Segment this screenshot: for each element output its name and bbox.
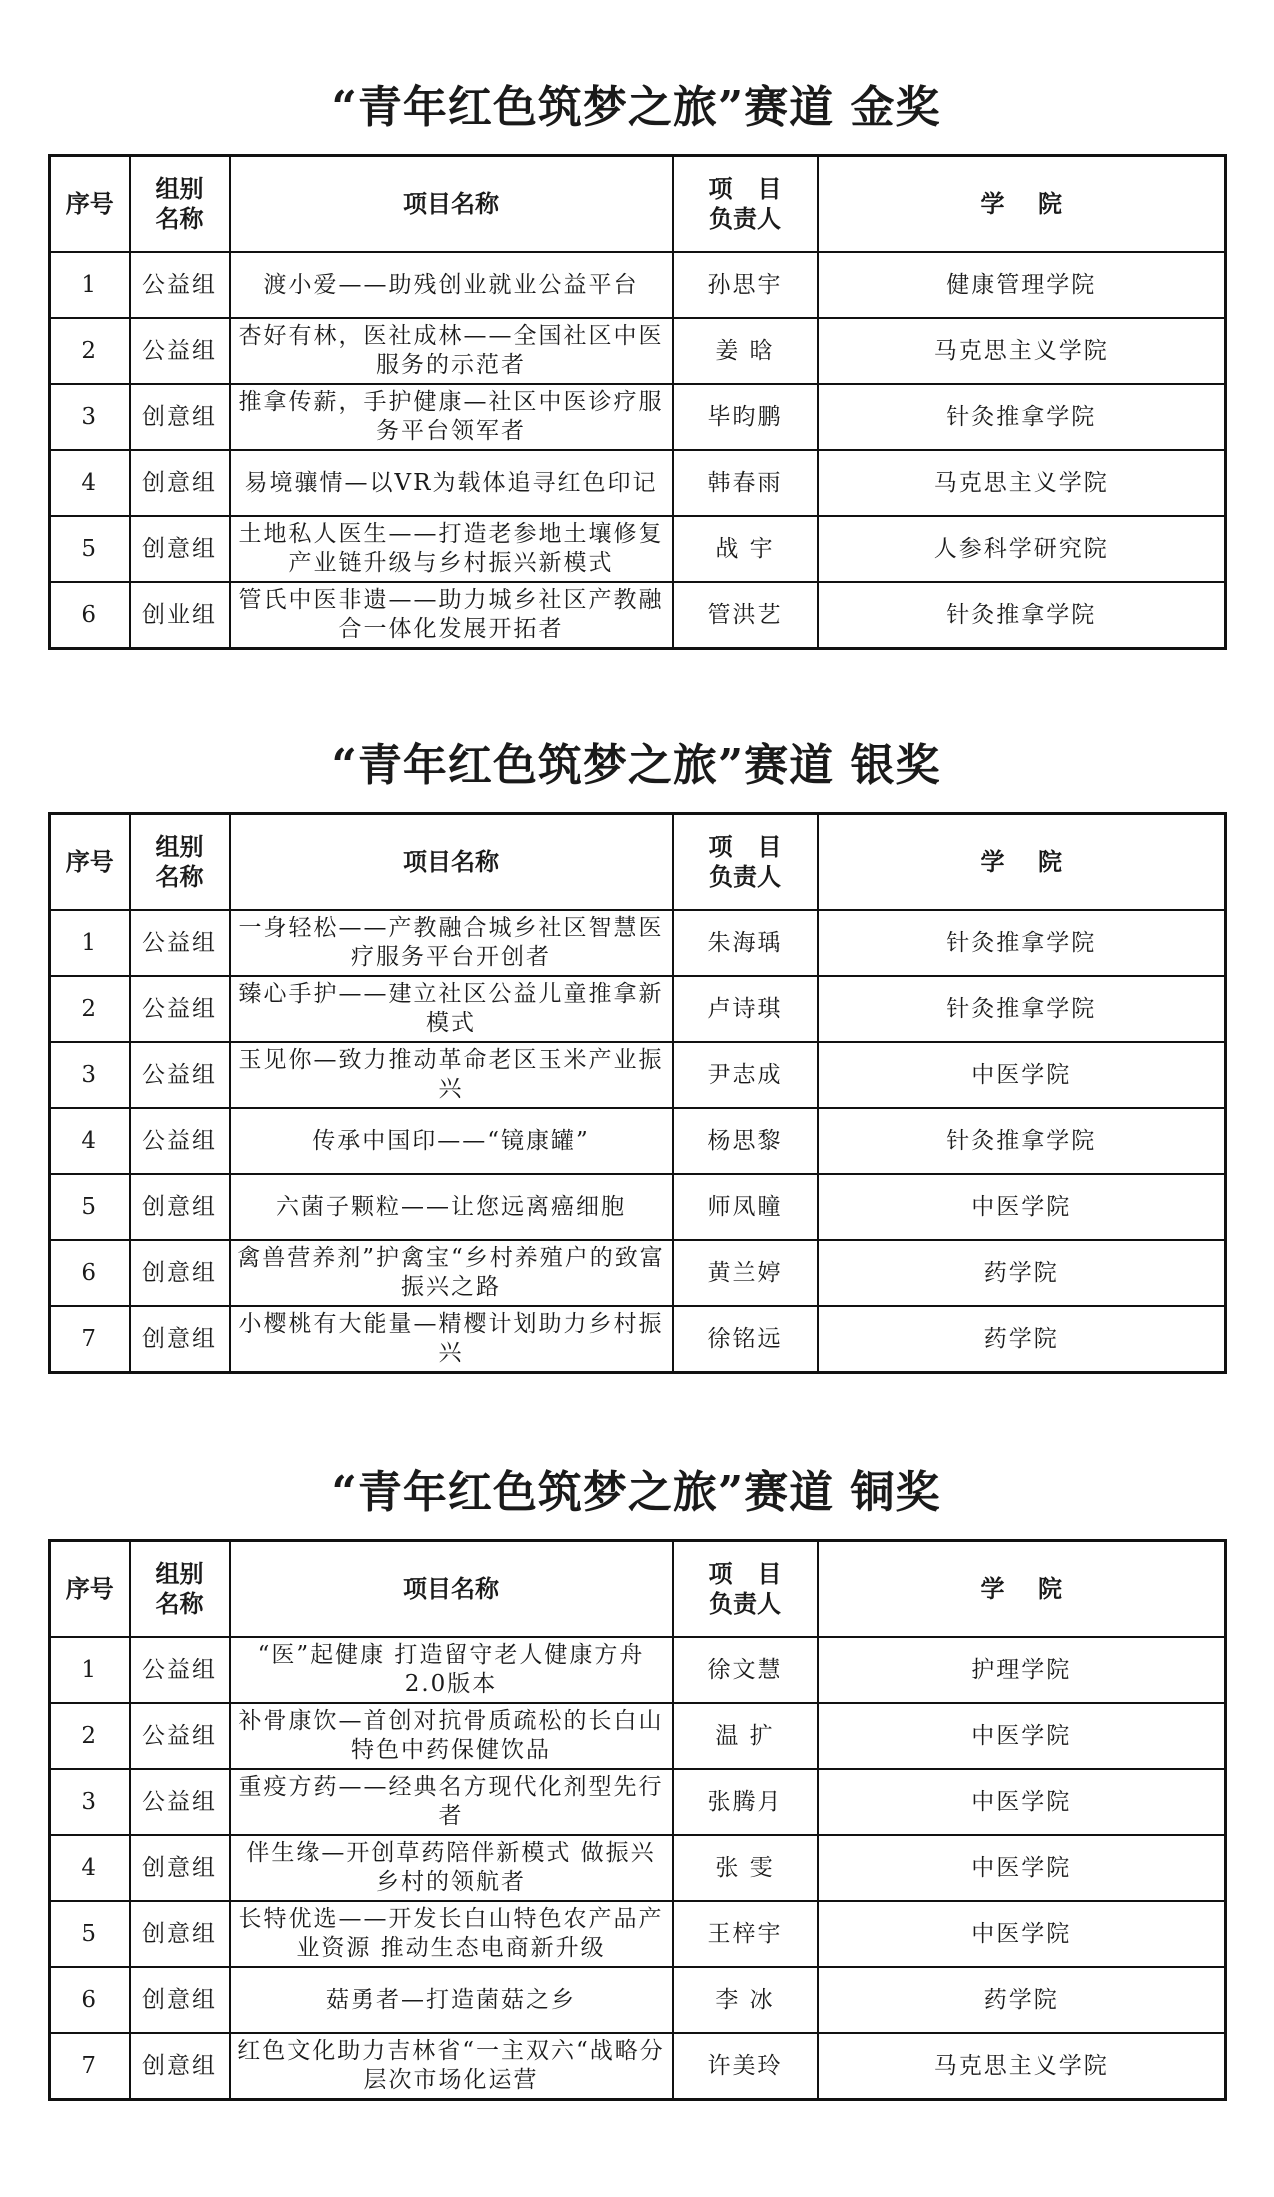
row-college: 药学院	[818, 1967, 1226, 2033]
row-leader: 卢诗琪	[673, 976, 818, 1042]
row-no: 5	[50, 1174, 130, 1240]
row-project: 补骨康饮—首创对抗骨质疏松的长白山特色中药保健饮品	[230, 1703, 673, 1769]
row-college: 健康管理学院	[818, 252, 1226, 318]
row-no: 4	[50, 1835, 130, 1901]
header-no: 序号	[50, 814, 130, 911]
row-college: 人参科学研究院	[818, 516, 1226, 582]
table-row	[50, 450, 1226, 516]
row-no: 7	[50, 2033, 130, 2100]
row-project: 禽兽营养剂”护禽宝“乡村养殖户的致富振兴之路	[230, 1240, 673, 1306]
table-row	[50, 1967, 1226, 2033]
row-leader: 战 宇	[673, 516, 818, 582]
header-group: 组别 名称	[130, 814, 230, 911]
row-leader: 张 雯	[673, 1835, 818, 1901]
table-row	[50, 1703, 1226, 1769]
row-project: 杏好有林，医社成林——全国社区中医服务的示范者	[230, 318, 673, 384]
row-leader: 徐文慧	[673, 1637, 818, 1703]
table-row	[50, 1637, 1226, 1703]
row-leader: 杨思黎	[673, 1108, 818, 1174]
row-no: 6	[50, 1967, 130, 2033]
header-row	[50, 156, 1226, 253]
row-group: 创意组	[130, 516, 230, 582]
row-no: 5	[50, 516, 130, 582]
row-college: 中医学院	[818, 1901, 1226, 1967]
header-college: 学 院	[818, 1541, 1226, 1638]
row-college: 中医学院	[818, 1703, 1226, 1769]
table-row	[50, 252, 1226, 318]
table-row	[50, 1174, 1226, 1240]
row-no: 6	[50, 1240, 130, 1306]
header-row	[50, 1541, 1226, 1638]
table-row	[50, 1240, 1226, 1306]
row-project: 菇勇者—打造菌菇之乡	[230, 1967, 673, 2033]
header-group: 组别 名称	[130, 1541, 230, 1638]
header-project: 项目名称	[230, 814, 673, 911]
row-group: 创意组	[130, 2033, 230, 2100]
row-project: 推拿传薪，手护健康—社区中医诊疗服务平台领军者	[230, 384, 673, 450]
row-leader: 张腾月	[673, 1769, 818, 1835]
row-college: 药学院	[818, 1240, 1226, 1306]
row-project: 玉见你—致力推动革命老区玉米产业振兴	[230, 1042, 673, 1108]
row-no: 4	[50, 1108, 130, 1174]
row-group: 创意组	[130, 1240, 230, 1306]
row-no: 3	[50, 1042, 130, 1108]
row-no: 2	[50, 976, 130, 1042]
row-college: 针灸推拿学院	[818, 582, 1226, 649]
row-leader: 王梓宇	[673, 1901, 818, 1967]
silver-award-table	[48, 812, 1227, 1374]
row-project: “医”起健康 打造留守老人健康方舟2.0版本	[230, 1637, 673, 1703]
row-group: 公益组	[130, 1769, 230, 1835]
row-leader: 许美玲	[673, 2033, 818, 2100]
row-group: 创意组	[130, 1306, 230, 1373]
table-row	[50, 516, 1226, 582]
row-group: 公益组	[130, 1703, 230, 1769]
row-leader: 黄兰婷	[673, 1240, 818, 1306]
section-title: “青年红色筑梦之旅”赛道 金奖	[331, 82, 941, 133]
section-title: “青年红色筑梦之旅”赛道 银奖	[331, 740, 941, 791]
section-title: “青年红色筑梦之旅”赛道 铜奖	[331, 1467, 941, 1518]
row-project: 小樱桃有大能量—精樱计划助力乡村振兴	[230, 1306, 673, 1373]
row-leader: 尹志成	[673, 1042, 818, 1108]
header-no: 序号	[50, 156, 130, 253]
gold-award-table	[48, 154, 1227, 650]
bronze-award-table	[48, 1539, 1227, 2101]
header-leader: 项 目 负责人	[673, 814, 818, 911]
row-no: 1	[50, 910, 130, 976]
row-no: 4	[50, 450, 130, 516]
row-project: 一身轻松——产教融合城乡社区智慧医疗服务平台开创者	[230, 910, 673, 976]
row-group: 公益组	[130, 1108, 230, 1174]
header-row	[50, 814, 1226, 911]
row-group: 公益组	[130, 976, 230, 1042]
row-no: 1	[50, 1637, 130, 1703]
row-project: 渡小爱——助残创业就业公益平台	[230, 252, 673, 318]
row-no: 2	[50, 1703, 130, 1769]
table-row	[50, 2033, 1226, 2100]
row-project: 土地私人医生——打造老参地土壤修复产业链升级与乡村振兴新模式	[230, 516, 673, 582]
table-row	[50, 384, 1226, 450]
row-group: 公益组	[130, 1042, 230, 1108]
header-leader: 项 目 负责人	[673, 1541, 818, 1638]
row-group: 创意组	[130, 1174, 230, 1240]
row-no: 2	[50, 318, 130, 384]
row-group: 创意组	[130, 1835, 230, 1901]
table-row	[50, 1901, 1226, 1967]
header-college: 学 院	[818, 156, 1226, 253]
row-project: 重疫方药——经典名方现代化剂型先行者	[230, 1769, 673, 1835]
table-row	[50, 318, 1226, 384]
row-project: 长特优选——开发长白山特色农产品产业资源 推动生态电商新升级	[230, 1901, 673, 1967]
header-college: 学 院	[818, 814, 1226, 911]
row-group: 创意组	[130, 1901, 230, 1967]
row-group: 创意组	[130, 384, 230, 450]
row-leader: 韩春雨	[673, 450, 818, 516]
row-college: 药学院	[818, 1306, 1226, 1373]
row-project: 红色文化助力吉林省“一主双六“战略分层次市场化运营	[230, 2033, 673, 2100]
row-college: 中医学院	[818, 1174, 1226, 1240]
row-college: 马克思主义学院	[818, 2033, 1226, 2100]
header-group: 组别 名称	[130, 156, 230, 253]
row-leader: 徐铭远	[673, 1306, 818, 1373]
header-leader: 项 目 负责人	[673, 156, 818, 253]
row-college: 护理学院	[818, 1637, 1226, 1703]
row-no: 6	[50, 582, 130, 649]
row-group: 公益组	[130, 318, 230, 384]
header-no: 序号	[50, 1541, 130, 1638]
table-row	[50, 910, 1226, 976]
row-leader: 毕昀鹏	[673, 384, 818, 450]
header-project: 项目名称	[230, 1541, 673, 1638]
row-leader: 管洪艺	[673, 582, 818, 649]
row-college: 针灸推拿学院	[818, 1108, 1226, 1174]
row-project: 传承中国印——“镜康罐”	[230, 1108, 673, 1174]
table-row	[50, 582, 1226, 649]
row-group: 公益组	[130, 1637, 230, 1703]
row-college: 马克思主义学院	[818, 450, 1226, 516]
row-college: 中医学院	[818, 1769, 1226, 1835]
row-leader: 温 扩	[673, 1703, 818, 1769]
row-project: 易境骧情—以VR为载体追寻红色印记	[230, 450, 673, 516]
row-no: 1	[50, 252, 130, 318]
row-college: 中医学院	[818, 1042, 1226, 1108]
row-project: 臻心手护——建立社区公益儿童推拿新模式	[230, 976, 673, 1042]
row-leader: 姜 晗	[673, 318, 818, 384]
row-project: 伴生缘—开创草药陪伴新模式 做振兴乡村的领航者	[230, 1835, 673, 1901]
row-college: 针灸推拿学院	[818, 384, 1226, 450]
table-row	[50, 976, 1226, 1042]
table-row	[50, 1306, 1226, 1373]
row-leader: 孙思宇	[673, 252, 818, 318]
table-row	[50, 1835, 1226, 1901]
row-group: 创业组	[130, 582, 230, 649]
table-row	[50, 1769, 1226, 1835]
row-project: 管氏中医非遗——助力城乡社区产教融合一体化发展开拓者	[230, 582, 673, 649]
row-no: 7	[50, 1306, 130, 1373]
row-leader: 李 冰	[673, 1967, 818, 2033]
row-group: 创意组	[130, 1967, 230, 2033]
row-college: 马克思主义学院	[818, 318, 1226, 384]
row-project: 六菌子颗粒——让您远离癌细胞	[230, 1174, 673, 1240]
table-row	[50, 1042, 1226, 1108]
table-row	[50, 1108, 1226, 1174]
row-group: 公益组	[130, 910, 230, 976]
row-group: 创意组	[130, 450, 230, 516]
row-college: 中医学院	[818, 1835, 1226, 1901]
row-no: 3	[50, 1769, 130, 1835]
row-leader: 师凤瞳	[673, 1174, 818, 1240]
row-college: 针灸推拿学院	[818, 910, 1226, 976]
header-project: 项目名称	[230, 156, 673, 253]
row-group: 公益组	[130, 252, 230, 318]
row-no: 5	[50, 1901, 130, 1967]
row-college: 针灸推拿学院	[818, 976, 1226, 1042]
row-leader: 朱海瑀	[673, 910, 818, 976]
row-no: 3	[50, 384, 130, 450]
